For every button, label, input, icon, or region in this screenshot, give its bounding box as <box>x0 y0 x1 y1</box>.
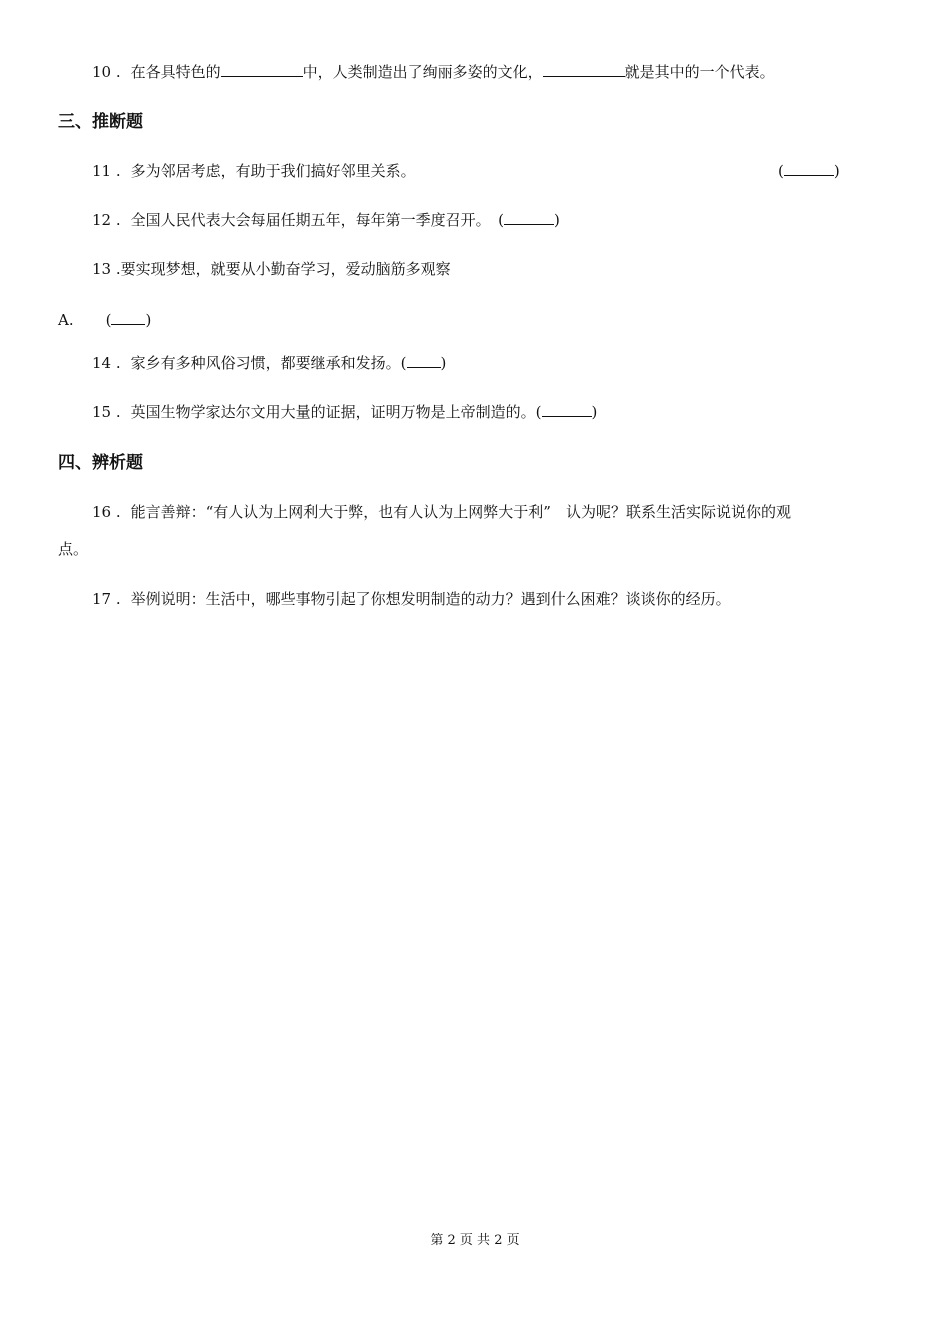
question-text: 举例说明：生活中，哪些事物引起了你想发明制造的动力？遇到什么困难？谈谈你的经历。 <box>130 590 731 608</box>
answer-parentheses[interactable]: ( ) <box>105 311 152 329</box>
page-footer: 第 2 页 共 2 页 <box>430 1233 520 1248</box>
answer-parentheses[interactable]: ( ) <box>400 354 447 372</box>
question-number: 12 . <box>92 211 121 229</box>
answer-parentheses[interactable]: ( ) <box>778 162 840 180</box>
question-text-part2: 中，人类制造出了绚丽多姿的文化， <box>302 63 543 81</box>
question-text-line1: 能言善辩：“有人认为上网利大于弊，也有人认为上网弊大于利” 认为呢？联系生活实际说说你的观 <box>130 503 791 521</box>
question-16-continuation: 点。 <box>58 540 89 558</box>
question-text: 要实现梦想，就要从小勤奋学习，爱动脑筋多观察 <box>120 260 451 278</box>
question-17 <box>92 589 731 609</box>
question-text: 全国人民代表大会每届任期五年，每年第一季度召开。 <box>130 211 484 229</box>
question-14 <box>92 353 446 373</box>
question-number: 13 . <box>92 260 121 278</box>
option-label: A. <box>58 311 74 329</box>
question-10 <box>92 62 775 82</box>
question-number: 14 . <box>92 354 121 372</box>
question-text: 多为邻居考虑，有助于我们搞好邻里关系。 <box>130 162 416 180</box>
answer-parentheses[interactable]: ( ) <box>535 403 598 421</box>
question-16 <box>92 502 791 522</box>
question-text-part3: 就是其中的一个代表。 <box>624 63 775 81</box>
answer-parentheses[interactable]: ( ) <box>498 211 560 229</box>
answer-blank[interactable] <box>221 62 303 77</box>
question-number: 11 . <box>92 162 121 180</box>
question-15 <box>92 402 597 422</box>
question-number: 15 . <box>92 403 121 421</box>
question-text: 家乡有多种风俗习惯，都要继承和发扬。 <box>130 354 401 372</box>
question-text: 英国生物学家达尔文用大量的证据，证明万物是上帝制造的。 <box>130 403 536 421</box>
answer-blank[interactable] <box>543 62 625 77</box>
question-number: 17 . <box>92 590 121 608</box>
question-12 <box>92 210 560 230</box>
question-number: 16 . <box>92 503 121 521</box>
section-heading-analysis: 四、辨析题 <box>58 453 143 473</box>
question-13 <box>92 259 451 279</box>
question-text-part1: 在各具特色的 <box>130 63 221 81</box>
question-11 <box>92 161 416 181</box>
question-13-option <box>58 310 151 330</box>
section-heading-judgement: 三、推断题 <box>58 112 143 132</box>
question-number: 10 . <box>92 63 121 81</box>
